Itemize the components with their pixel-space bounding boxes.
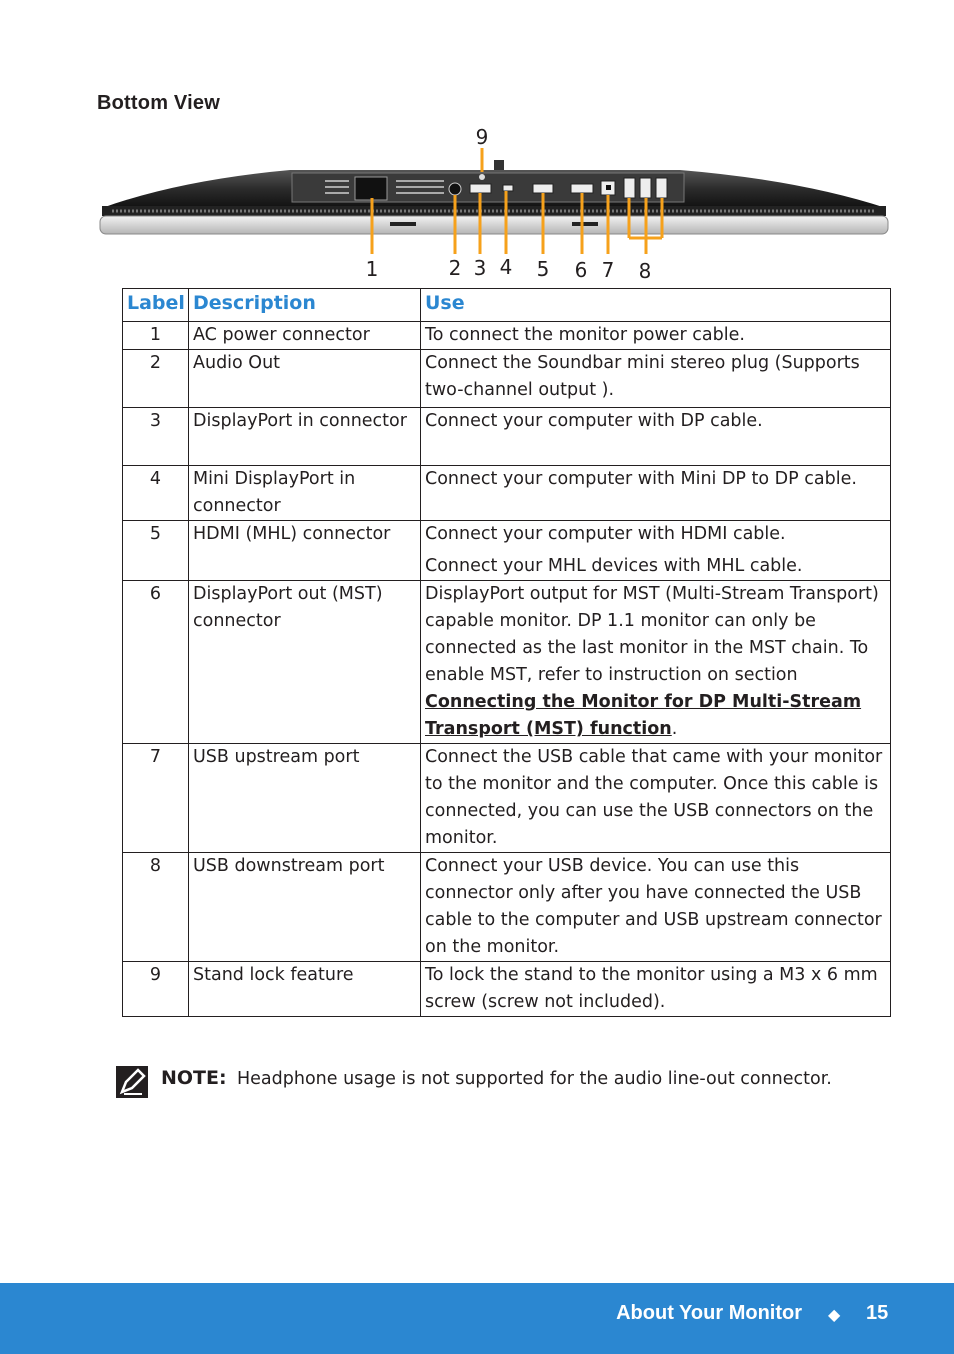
header-use: Use (421, 289, 891, 322)
row-label: 1 (123, 322, 189, 350)
row-description: Stand lock feature (189, 962, 421, 1017)
callout-1: 1 (365, 257, 379, 281)
table-row (123, 962, 891, 1017)
row-label: 6 (123, 581, 189, 744)
row-use (421, 581, 891, 744)
row-use: Connect your computer with Mini DP to DP cable. (421, 466, 891, 521)
row-label: 4 (123, 466, 189, 521)
row-use-suffix: . (671, 719, 678, 739)
table-row (123, 744, 891, 853)
page-footer (0, 1283, 954, 1354)
table-row (123, 322, 891, 350)
callout-8: 8 (638, 259, 652, 283)
row-label: 5 (123, 521, 189, 581)
callout-9: 9 (475, 125, 489, 149)
row-label: 3 (123, 408, 189, 466)
row-description: HDMI (MHL) connector (189, 521, 421, 581)
row-use-line: Connect your computer with HDMI cable. (425, 524, 786, 544)
row-label: 2 (123, 350, 189, 408)
note-text: Headphone usage is not supported for the audio line-out connector. (237, 1069, 832, 1089)
note-label: NOTE: (161, 1067, 227, 1089)
header-description: Description (189, 289, 421, 322)
pencil-note-icon (116, 1066, 148, 1098)
row-description: DisplayPort out (MST) connector (189, 581, 421, 744)
table-row (123, 853, 891, 962)
row-description: Mini DisplayPort in connector (189, 466, 421, 521)
callout-5: 5 (536, 257, 550, 281)
table-row (123, 521, 891, 581)
row-description: USB downstream port (189, 853, 421, 962)
callout-7: 7 (601, 258, 615, 282)
row-use-line: Connect your MHL devices with MHL cable. (425, 556, 803, 576)
footer-chapter-title: About Your Monitor (616, 1302, 802, 1324)
row-use-text: DisplayPort output for MST (Multi-Stream Transport) capable monitor. DP 1.1 monitor can only be connected as the last monitor in the MST chain. To enable MST, refer to instruction on section (425, 584, 879, 685)
mst-section-link[interactable]: Connecting the Monitor for DP Multi-Stream Transport (MST) function (425, 692, 862, 739)
table-row (123, 466, 891, 521)
connector-panel (292, 173, 684, 202)
row-use: Connect your computer with DP cable. (421, 408, 891, 466)
row-description: DisplayPort in connector (189, 408, 421, 466)
row-label: 9 (123, 962, 189, 1017)
table-row (123, 408, 891, 466)
row-use: Connect your USB device. You can use this connector only after you have connected the USB cable to the computer and USB upstream connector on the monitor. (421, 853, 891, 962)
table-header-row (123, 289, 891, 322)
row-description: Audio Out (189, 350, 421, 408)
callout-6: 6 (574, 258, 588, 282)
row-use (421, 521, 891, 581)
row-use: Connect the USB cable that came with your monitor to the monitor and the computer. Once this cable is connected, you can use the USB connectors on the monitor. (421, 744, 891, 853)
row-use: To lock the stand to the monitor using a M3 x 6 mm screw (screw not included). (421, 962, 891, 1017)
table-row (123, 350, 891, 408)
row-description: AC power connector (189, 322, 421, 350)
header-label: Label (123, 289, 189, 322)
callout-2: 2 (448, 256, 462, 280)
diamond-separator-icon: ◆ (828, 1305, 841, 1324)
table-row (123, 581, 891, 744)
row-use: Connect the Soundbar mini stereo plug (Supports two-channel output ). (421, 350, 891, 408)
section-title: Bottom View (97, 92, 220, 114)
row-description: USB upstream port (189, 744, 421, 853)
row-label: 7 (123, 744, 189, 853)
callout-4: 4 (499, 255, 513, 279)
page-number: 15 (866, 1302, 889, 1324)
monitor-bottom-view-diagram (0, 120, 954, 290)
note-box (116, 1064, 896, 1098)
callout-3: 3 (473, 256, 487, 280)
connector-table (122, 288, 891, 1017)
row-use: To connect the monitor power cable. (421, 322, 891, 350)
row-label: 8 (123, 853, 189, 962)
